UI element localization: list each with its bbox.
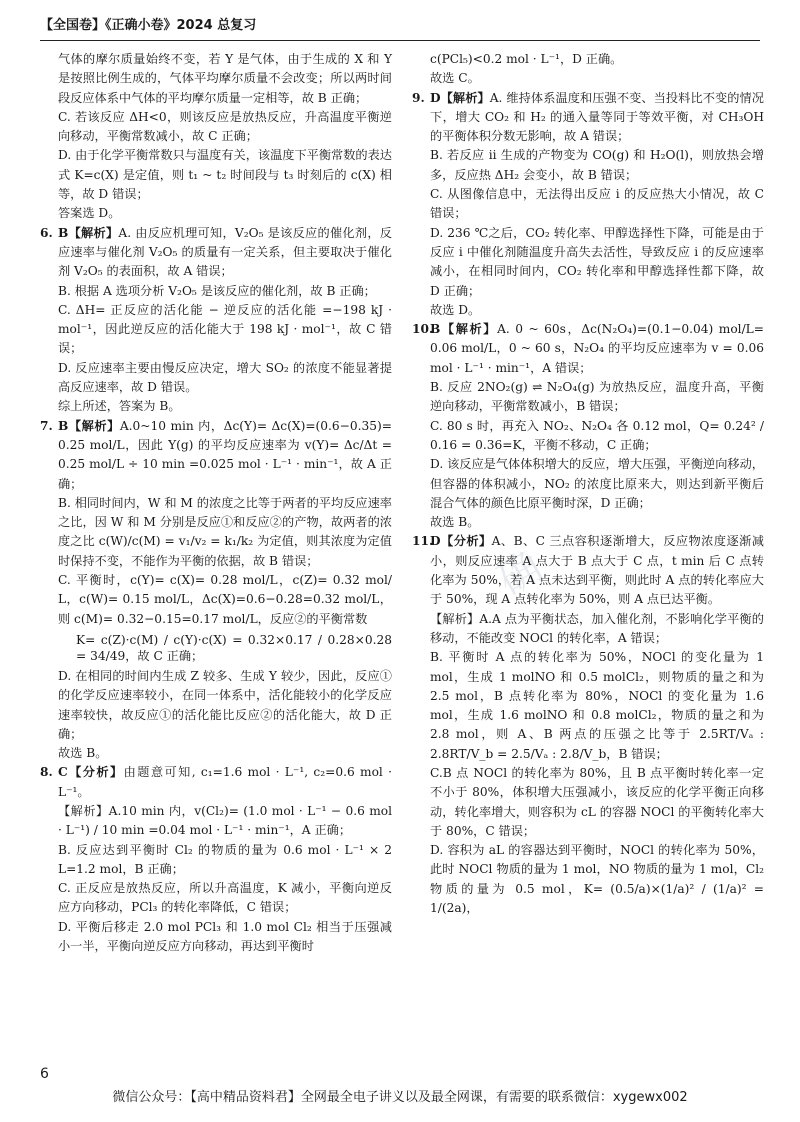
- paragraph: 【解析】A.10 min 内，v(Cl₂)= (1.0 mol · L⁻¹ − 0.6 mol · L⁻¹) / 10 min =0.04 mol · L⁻¹ · min⁻¹，A 正确；: [58, 803, 392, 838]
- paragraph: C. 平衡时，c(Y)= c(X)= 0.28 mol/L，c(Z)= 0.32 mol/ L，c(W)= 0.15 mol/L，Δc(X)=0.6−0.28=0.32 mol/L，则 c(M)= 0.32−0.15=0.17 mol/L，反应②的平衡常数: [58, 573, 392, 626]
- right-column: [412, 50, 764, 918]
- question-block: [40, 763, 392, 802]
- header-title: 【全国卷】《正确小卷》2024 总复习: [40, 18, 257, 33]
- paragraph: C. 正反应是放热反应，所以升高温度，K 减小，平衡向逆反应方向移动，PCl₃ 的转化率降低，C 错误；: [58, 881, 392, 915]
- paragraph: D. 平衡后移走 2.0 mol PCl₃ 和 1.0 mol Cl₂ 相当于压强减小一半，平衡向逆反应方向移动，再达到平衡时: [58, 919, 392, 954]
- paragraph: B. 反应 2NO₂(g) ⇌ N₂O₄(g) 为放热反应，温度升高，平衡逆向移动，平衡常数减小，B 错误；: [430, 380, 764, 414]
- paragraph: D. 反应速率主要由慢反应决定，增大 SO₂ 的浓度不能显著提高反应速率，故 D 错误。: [58, 360, 392, 395]
- paragraph: C. 80 s 时，再充入 NO₂、N₂O₄ 各 0.12 mol，Q= 0.24² / 0.16 = 0.36=K，平衡不移动，C 正确；: [430, 418, 764, 452]
- question-text: A.0~10 min 内，Δc(Y)= Δc(X)=(0.6−0.35)= 0.25 mol/L，因此 Y(g) 的平均反应速率为 v(Y)= Δc/Δt = 0.25 mol/L ÷ 10 min =0.025 mol · L⁻¹ · min⁻¹，故 A 正确；: [58, 418, 392, 491]
- paragraph: c(PCl₅)<0.2 mol · L⁻¹，D 正确。: [430, 52, 623, 66]
- paragraph: D. 在相同的时间内生成 Z 较多、生成 Y 较少，因此，反应①的化学反应速率较小，在同一体系中，活化能较小的化学反应速率较快，故反应①的活化能比反应②的活化能大，故 D 正确；: [58, 668, 392, 741]
- paragraph: 故选 B。: [430, 515, 480, 530]
- paragraph: 【解析】A.A 点为平衡状态，加入催化剂，不影响化学平衡的移动，不能改变 NOCl 的转化率，A 错误；: [430, 611, 764, 645]
- question-number: 8.: [40, 765, 53, 780]
- question-text: A. 由反应机理可知，V₂O₅ 是该反应的催化剂，反应速率与催化剂 V₂O₅ 的质量有一定关系，但主要取决于催化剂 V₂O₅ 的表面积，故 A 错误；: [58, 225, 392, 279]
- question-text: A. 维持体系温度和压强不变、当投料比不变的情况下，增大 CO₂ 和 H₂ 的通入量等同于等效平衡，对 CH₃OH 的平衡体积分数无影响，故 A 错误；: [430, 90, 764, 144]
- paragraph: 气体的摩尔质量始终不变，若 Y 是气体，由于生成的 X 和 Y 是按照比例生成的，气体平均摩尔质量不会改变；所以两时间段反应体系中气体的平均摩尔质量一定相等，故 B 正确；: [58, 52, 392, 105]
- paragraph: C. 若该反应 ΔH<0，则该反应是放热反应，升高温度平衡逆向移动，平衡常数减小，故 C 正确；: [58, 109, 392, 144]
- answer-tag: D【分析】: [430, 534, 492, 549]
- left-column: [40, 50, 392, 956]
- paragraph: C. 从图像信息中，无法得出反应 i 的反应热大小情况，故 C 错误；: [430, 187, 764, 221]
- paragraph: 答案选 D。: [58, 206, 121, 221]
- question-text: 由题意可知, c₁=1.6 mol · L⁻¹, c₂=0.6 mol · L⁻¹。: [58, 765, 392, 799]
- question-number: 11.: [412, 534, 434, 549]
- question-text: A、B、C 三点容积逐渐增大，反应物浓度逐渐减小，则反应速率 A 点大于 B 点大于 C 点，t min 后 C 点转化率为 50%，若 A 点未达到平衡，则此时 A 点的转化率应大于 50%，现 A 点转化率为 50%，则 A 点已达平衡。: [430, 534, 764, 607]
- answer-tag: C【分析】: [58, 765, 124, 780]
- formula-line: K= c(Z)·c(M) / c(Y)·c(X) = 0.32×0.17 / 0.28×0.28 = 34/49，故 C 正确；: [76, 632, 392, 663]
- paragraph: D. 由于化学平衡常数只与温度有关，该温度下平衡常数的表达式 K=c(X) 是定值，则 t₁ ~ t₂ 时间段与 t₃ 时刻后的 c(X) 相等，故 D 错误；: [58, 148, 392, 202]
- answer-tag: B【解析】: [58, 418, 120, 433]
- paragraph: B. 平衡时 A 点的转化率为 50%，NOCl 的变化量为 1 mol，生成 1 molNO 和 0.5 molCl₂，则物质的量之和为 2.5 mol，B 点转化率为 80%，NOCl 的变化量为 1.6 mol，生成 1.6 molNO 和 0.8 molCl₂，物质的量之和为 2.8 mol，则 A、B 两点的压强之比等于 2.5RT/Vₐ : 2.8RT/V_b = 2.5/Vₐ : 2.8/V_b，B 错误；: [430, 650, 764, 761]
- question-number: 9.: [412, 90, 425, 105]
- question-number: 10.: [412, 322, 434, 337]
- paragraph: B. 反应达到平衡时 Cl₂ 的物质的量为 0.6 mol · L⁻¹ × 2 L=1.2 mol，B 正确；: [58, 842, 392, 876]
- paragraph: 故选 C。: [430, 71, 480, 86]
- page-number: 6: [40, 1066, 49, 1082]
- footer-note: 微信公众号：【高中精品资料君】全网最全电子讲义以及最全网课，有需要的联系微信：xygewx002: [112, 1090, 688, 1105]
- paragraph: D. 236 ℃之后，CO₂ 转化率、甲醇选择性下降，可能是由于反应 i 中催化剂随温度升高失去活性，导致反应 i 的反应速率减小，在相同时间内，CO₂ 转化率和甲醇选择性都下降，故 D 正确；: [430, 225, 764, 298]
- paragraph: B. 若反应 ii 生成的产物变为 CO(g) 和 H₂O(l)，则放热会增多，反应热 ΔH₂ 会变小，故 B 错误；: [430, 148, 764, 182]
- paragraph: 故选 D。: [430, 302, 481, 317]
- paragraph: 综上所述，答案为 B。: [58, 399, 181, 414]
- question-block: [412, 532, 764, 609]
- answer-tag: B【解析】: [58, 225, 119, 240]
- answer-tag: B【解析】: [430, 322, 498, 337]
- question-block: [412, 320, 764, 378]
- paragraph: C. ΔH= 正反应的活化能 − 逆反应的活化能 =−198 kJ · mol⁻¹，因此逆反应的活化能大于 198 kJ · mol⁻¹，故 C 错误；: [58, 302, 392, 356]
- question-number: 6.: [40, 225, 53, 240]
- paragraph: D. 容积为 aL 的容器达到平衡时，NOCl 的转化率为 50%，此时 NOCl 物质的量为 1 mol，NO 物质的量为 1 mol，Cl₂ 物质的量为 0.5 mol，K= (0.5/a)×(1/a)² / (1/a)² = 1/(2a)，: [430, 843, 764, 916]
- question-block: [40, 224, 392, 282]
- paragraph: B. 根据 A 选项分析 V₂O₅ 是该反应的催化剂，故 B 正确；: [58, 283, 376, 298]
- paragraph: C.B 点 NOCl 的转化率为 80%，且 B 点平衡时转化率一定不小于 80%，体积增大压强减小，该反应的化学平衡正向移动，转化率增大，则容积为 cL 的容器 NOCl 的平衡转化率大于 80%，C 错误；: [430, 765, 764, 838]
- answer-tag: D【解析】: [430, 90, 490, 105]
- question-block: [40, 417, 392, 494]
- question-number: 7.: [40, 418, 53, 433]
- question-text: A. 0 ~ 60s，Δc(N₂O₄)=(0.1−0.04) mol/L= 0.06 mol/L，0 ~ 60 s，N₂O₄ 的平均反应速率为 v = 0.06 mol · L⁻¹ · min⁻¹，A 错误；: [430, 322, 764, 375]
- paragraph: 故选 B。: [58, 746, 108, 761]
- paragraph: B. 相同时间内，W 和 M 的浓度之比等于两者的平均反应速率之比，因 W 和 M 分别是反应①和反应②的产物，故两者的浓度之比 c(W)/c(M) = v₁/v₂ = k₁/k₂ 为定值，则其浓度为定值时保持不变，不能作为平衡的依据，故 B 错误；: [58, 495, 392, 568]
- paragraph: D. 该反应是气体体积增大的反应，增大压强，平衡逆向移动，但容器的体积减小，NO₂ 的浓度比原来大，则达到新平衡后混合气体的颜色比原平衡时深，D 正确；: [430, 457, 764, 510]
- page-header: [40, 12, 760, 41]
- question-block: [412, 89, 764, 147]
- watermark: 确: [489, 539, 554, 605]
